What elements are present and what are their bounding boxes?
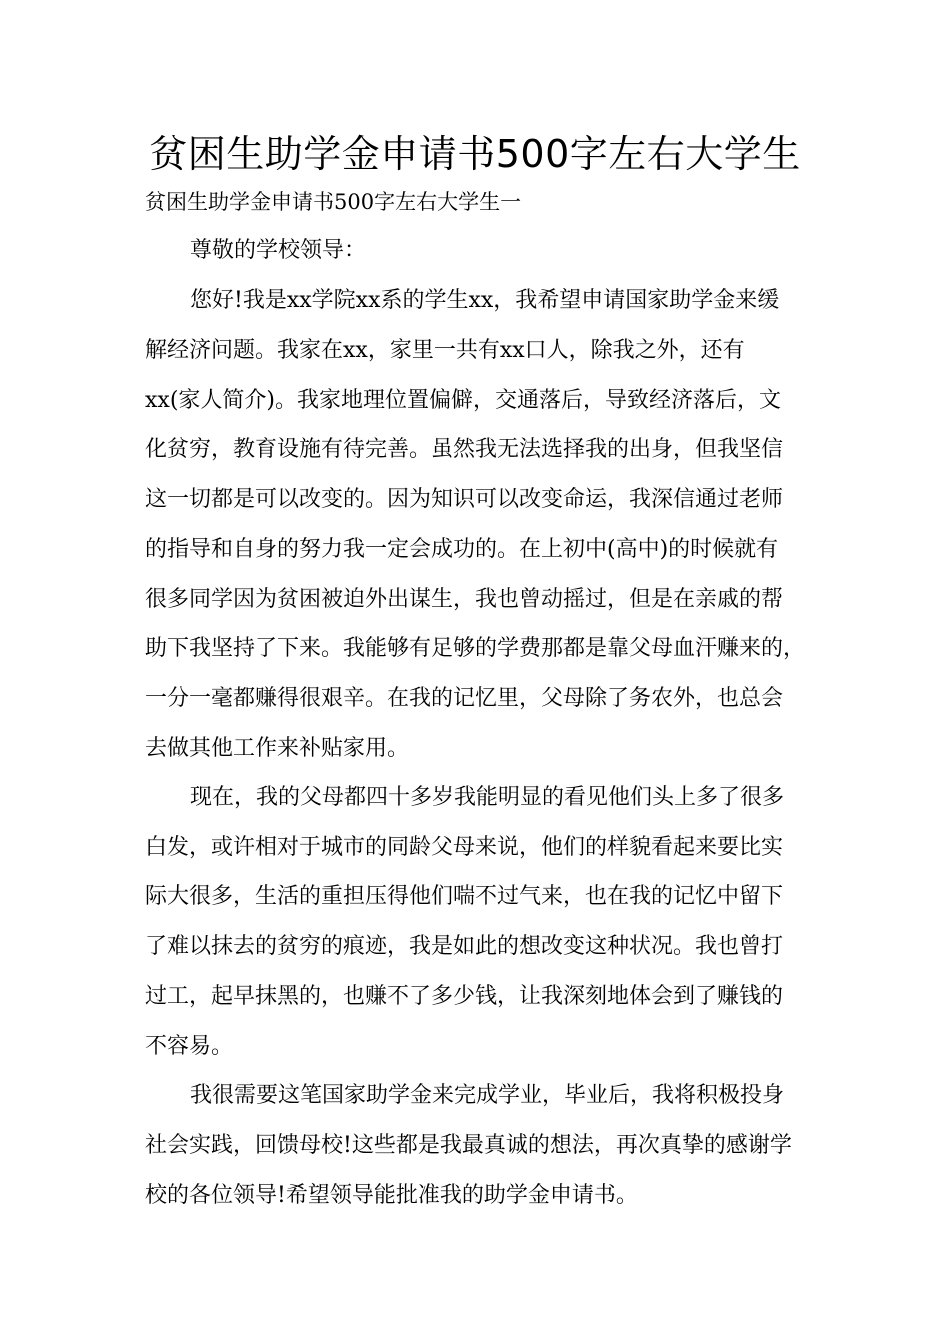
paragraph-line: 去做其他工作来补贴家用。 [145, 736, 410, 761]
paragraph-line: 际大很多，生活的重担压得他们喘不过气来，也在我的记忆中留下 [145, 884, 784, 909]
paragraph-line: 校的各位领导!希望领导能批准我的助学金申请书。 [145, 1183, 638, 1208]
paragraph-line: 您好!我是xx学院xx系的学生xx，我希望申请国家助学金来缓 [190, 288, 780, 313]
paragraph-line: 助下我坚持了下来。我能够有足够的学费那都是靠父母血汗赚来的， [145, 636, 806, 661]
paragraph-line: 我很需要这笔国家助学金来完成学业，毕业后，我将积极投身 [190, 1083, 785, 1108]
paragraph-line: 的指导和自身的努力我一定会成功的。在上初中(高中)的时候就有 [145, 537, 779, 562]
paragraph-line: 不容易。 [145, 1034, 234, 1059]
paragraph-line: 化贫穷，教育设施有待完善。虽然我无法选择我的出身，但我坚信 [145, 437, 784, 462]
paragraph-line: 很多同学因为贫困被迫外出谋生，我也曾动摇过，但是在亲戚的帮 [145, 587, 784, 612]
paragraph-line: 解经济问题。我家在xx，家里一共有xx口人，除我之外，还有 [145, 338, 745, 363]
paragraph-line: xx(家人简介)。我家地理位置偏僻，交通落后，导致经济落后，文 [145, 388, 781, 413]
document-title: 贫困生助学金申请书500字左右大学生 [149, 132, 801, 176]
paragraph-line: 白发，或许相对于城市的同龄父母来说，他们的样貌看起来要比实 [145, 835, 784, 860]
paragraph-line: 现在，我的父母都四十多岁我能明显的看见他们头上多了很多 [190, 785, 785, 810]
paragraph-line: 社会实践，回馈母校!这些都是我最真诚的想法，再次真挚的感谢学 [145, 1133, 792, 1158]
paragraph-line: 这一切都是可以改变的。因为知识可以改变命运，我深信通过老师 [145, 487, 784, 512]
paragraph-line: 了难以抹去的贫穷的痕迹，我是如此的想改变这种状况。我也曾打 [145, 934, 784, 959]
paragraph-line: 过工，起早抹黑的，也赚不了多少钱，让我深刻地体会到了赚钱的 [145, 984, 784, 1009]
paragraph-line: 一分一毫都赚得很艰辛。在我的记忆里，父母除了务农外，也总会 [145, 686, 784, 711]
salutation-line: 尊敬的学校领导： [190, 238, 367, 263]
document-subtitle: 贫困生助学金申请书500字左右大学生一 [145, 190, 522, 214]
